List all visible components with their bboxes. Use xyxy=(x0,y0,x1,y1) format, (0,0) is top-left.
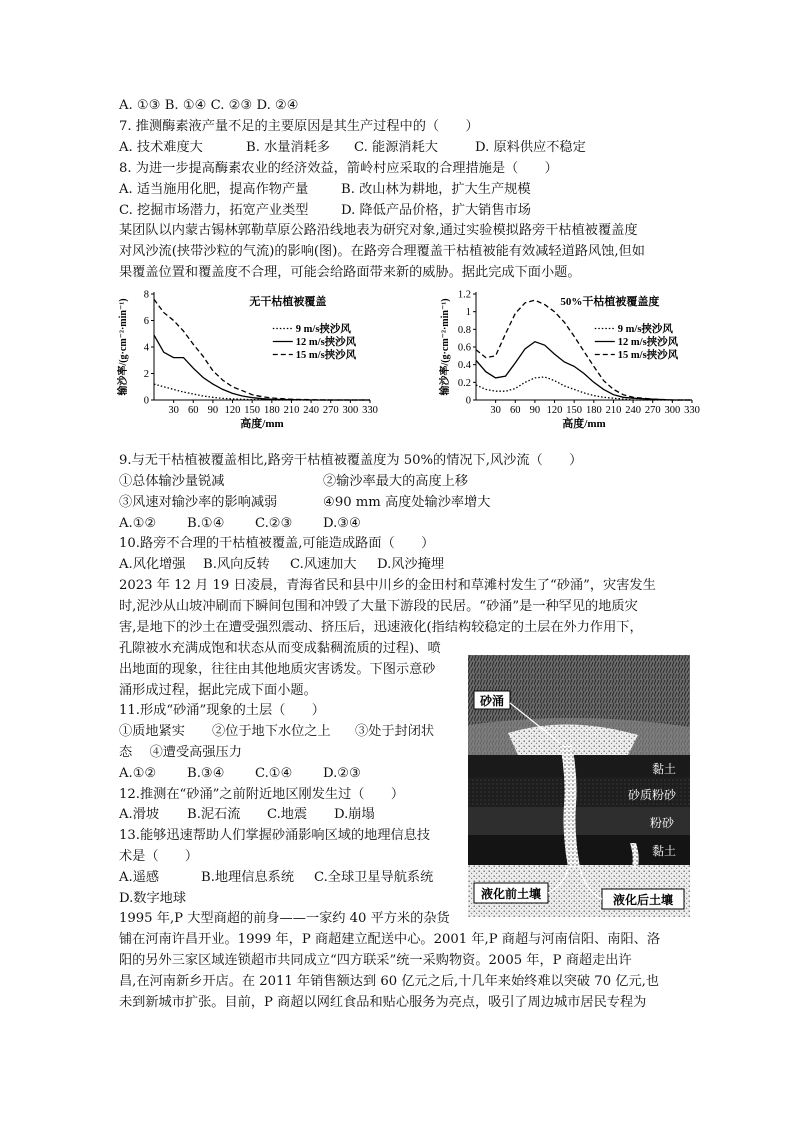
x-tick-label: 150 xyxy=(244,405,261,416)
series-line-1 xyxy=(154,384,370,400)
q13-option-b: B.地理信息系统 xyxy=(201,870,295,885)
question-9-statements-1 xyxy=(119,473,468,491)
x-tick-label: 300 xyxy=(664,405,681,416)
y-tick-label: 1.2 xyxy=(457,289,471,301)
q7-option-a: A. 技术难度大 xyxy=(119,140,203,155)
chart-title: 无干枯植被覆盖 xyxy=(249,296,327,308)
legend-entry: 15 m/s挟沙风 xyxy=(295,350,357,361)
layer-clay-top: 黏土 xyxy=(651,762,677,776)
x-tick-label: 180 xyxy=(263,405,280,416)
passage-2-line-3: 害,是地下的沙土在遭受强烈震动、挤压后，迅速液化(指结构较稳定的土层在外力作用下， xyxy=(119,620,643,635)
y-tick-label: 8 xyxy=(143,289,149,301)
passage-2-line-2: 时,泥沙从山坡冲刷而下瞬间包围和冲毁了大量下游段的民居。“砂涌”是一种罕见的地质灾 xyxy=(119,599,638,614)
y-tick-label: 0.6 xyxy=(457,342,471,354)
q12-option-d: D.崩塌 xyxy=(334,807,375,822)
q7-option-b: B. 水量消耗多 xyxy=(246,140,331,155)
q9-statement-4: ④90 mm 高度处输沙率增大 xyxy=(323,495,491,510)
x-tick-label: 210 xyxy=(605,405,622,416)
question-13-line-2: 术是（ ） xyxy=(119,849,199,864)
x-tick-label: 210 xyxy=(283,405,300,416)
legend-entry: 15 m/s挟沙风 xyxy=(617,350,679,361)
question-11-options xyxy=(119,765,361,783)
question-9: 9.与无干枯植被覆盖相比,路旁干枯植被覆盖度为 50%的情况下,风沙流（ ） xyxy=(119,453,583,468)
x-tick-label: 60 xyxy=(188,405,199,416)
x-tick-label: 30 xyxy=(490,405,501,416)
x-tick-label: 300 xyxy=(342,405,359,416)
sand-boil-label: 砂涌 xyxy=(479,694,505,708)
passage-3-line-1: 1995 年,P 大型商超的前身——一家约 40 平方米的杂货 xyxy=(119,911,450,926)
q10-option-d: D.风沙掩埋 xyxy=(377,557,445,572)
legend-entry: 12 m/s挟沙风 xyxy=(295,337,357,348)
q8-option-d: D. 降低产品价格，扩大销售市场 xyxy=(341,203,531,218)
x-tick-label: 270 xyxy=(322,405,339,416)
question-10-options xyxy=(119,556,444,574)
q13-option-c: C.全球卫星导航系统 xyxy=(314,870,434,885)
x-tick-label: 120 xyxy=(546,405,563,416)
q7-option-c: C. 能源消耗大 xyxy=(354,140,438,155)
q11-statement-3: ③处于封闭状 xyxy=(355,724,435,739)
passage-2-line-6: 涌形成过程，据此完成下面小题。 xyxy=(119,683,317,698)
x-tick-label: 270 xyxy=(644,405,661,416)
x-tick-label: 180 xyxy=(585,405,602,416)
x-tick-label: 330 xyxy=(684,405,700,416)
question-10: 10.路旁不合理的干枯植被覆盖,可能造成路面（ ） xyxy=(119,536,435,551)
q12-option-a: A.滑坡 xyxy=(119,807,160,822)
question-13-options xyxy=(119,869,433,887)
y-tick-label: 2 xyxy=(143,369,149,380)
after-liquefaction-label: 液化后土壤 xyxy=(612,893,674,907)
q12-option-b: B.泥石流 xyxy=(187,807,241,822)
y-axis-label: 输沙率/(g·cm⁻²·min⁻¹) xyxy=(440,298,451,396)
y-tick-label: 0 xyxy=(465,395,471,407)
q9-option-d: D.③④ xyxy=(323,516,361,531)
passage-2-line-5: 出地面的现象，往往由其他地质灾害诱发。下图示意砂 xyxy=(119,662,436,677)
q8-option-b: B. 改山林为耕地，扩大生产规模 xyxy=(341,182,531,197)
q11-option-c: C.①④ xyxy=(255,766,293,781)
question-11-statements-2: 态 ④遭受高强压力 xyxy=(119,745,242,760)
q11-option-a: A.①② xyxy=(119,766,157,781)
x-axis-label: 高度/mm xyxy=(240,418,284,430)
q13-option-d: D.数字地球 xyxy=(119,891,187,906)
layer-silt: 粉砂 xyxy=(649,816,675,830)
answer-options-line: A. ①③ B. ①④ C. ②③ D. ②④ xyxy=(119,98,299,113)
question-9-statements-2 xyxy=(119,494,491,512)
q10-option-c: C.风速加大 xyxy=(290,557,357,572)
question-7: 7. 推测酶素液产量不足的主要原因是其生产过程中的（ ） xyxy=(119,119,479,134)
y-tick-label: 1 xyxy=(465,307,471,319)
question-12: 12.推测在“砂涌”之前附近地区刚发生过（ ） xyxy=(119,787,405,802)
layer-sandy-silt: 砂质粉砂 xyxy=(627,788,677,802)
question-8-options-ab xyxy=(119,181,531,199)
y-tick-label: 0.8 xyxy=(457,324,471,336)
q8-option-a: A. 适当施用化肥，提高作物产量 xyxy=(119,182,309,197)
passage-3-line-3: 阳的另外三家区域连锁超市共同成立“四方联采”统一采购物资。2005 年，P 商超走出许 xyxy=(119,953,632,968)
q9-statement-1: ①总体输沙量锐减 xyxy=(119,474,225,489)
x-tick-label: 30 xyxy=(168,405,179,416)
chart-no-vegetation xyxy=(116,286,378,432)
passage-3-line-4: 昌,在河南新乡开店。在 2011 年销售额达到 60 亿元之后,十几年来始终难以突破 70 亿元,也 xyxy=(119,974,660,989)
y-tick-label: 0.4 xyxy=(457,360,471,372)
question-7-options xyxy=(119,139,586,157)
q13-option-a: A.遥感 xyxy=(119,870,160,885)
q8-option-c: C. 挖掘市场潜力，拓宽产业类型 xyxy=(119,203,309,218)
q11-statement-2: ②位于地下水位之上 xyxy=(212,724,331,739)
x-tick-label: 240 xyxy=(303,405,319,416)
x-tick-label: 330 xyxy=(362,405,378,416)
q9-option-c: C.②③ xyxy=(255,516,293,531)
q11-option-b: B.③④ xyxy=(187,766,225,781)
y-tick-label: 0 xyxy=(143,395,149,407)
y-tick-label: 4 xyxy=(143,342,149,354)
legend-entry: 9 m/s挟沙风 xyxy=(617,324,673,335)
question-11-statements-1 xyxy=(119,723,434,741)
passage-1-line-3: 果覆盖位置和覆盖度不合理，可能会给路面带来新的威胁。据此完成下面小题。 xyxy=(119,265,581,280)
passage-1-line-1: 某团队以内蒙古锡林郭勒草原公路沿线地表为研究对象,通过实验模拟路旁干枯植被覆盖度 xyxy=(119,223,638,238)
q9-option-a: A.①② xyxy=(119,516,157,531)
y-tick-label: 0.2 xyxy=(457,377,471,389)
sand-boil-diagram xyxy=(468,655,690,917)
question-13-line-1: 13.能够迅速帮助人们掌握砂涌影响区域的地理信息技 xyxy=(119,828,431,843)
x-tick-label: 150 xyxy=(566,405,583,416)
legend-entry: 12 m/s挟沙风 xyxy=(617,337,679,348)
x-tick-label: 120 xyxy=(224,405,241,416)
q11-option-d: D.②③ xyxy=(323,766,361,781)
q10-option-b: B.风向反转 xyxy=(203,557,270,572)
q9-statement-3: ③风速对输沙率的影响减弱 xyxy=(119,495,278,510)
x-axis-label: 高度/mm xyxy=(562,418,606,430)
layer-clay-bottom: 黏土 xyxy=(651,844,677,858)
q11-statement-1: ①质地紧实 xyxy=(119,724,185,739)
passage-3-line-5: 未到新城市扩张。目前，P 商超以网红食品和贴心服务为亮点，吸引了周边城市居民专程为 xyxy=(119,995,647,1010)
q10-option-a: A.风化增强 xyxy=(119,557,186,572)
passage-1-line-2: 对风沙流(挟带沙粒的气流)的影响(图)。在路旁合理覆盖干枯植被能有效减轻道路风蚀,但如 xyxy=(119,244,645,259)
question-9-options xyxy=(119,515,361,533)
q12-option-c: C.地震 xyxy=(267,807,308,822)
y-tick-label: 6 xyxy=(143,316,149,327)
chart-title: 50%干枯植被覆盖度 xyxy=(560,296,660,308)
passage-2-line-1: 2023 年 12 月 19 日凌晨，青海省民和县中川乡的金田村和草滩村发生了“砂涌”，灾害发生 xyxy=(119,578,656,593)
question-12-options xyxy=(119,806,375,824)
x-tick-label: 90 xyxy=(529,405,541,416)
before-liquefaction-label: 液化前土壤 xyxy=(480,887,542,901)
question-8-options-cd xyxy=(119,202,531,220)
x-tick-label: 90 xyxy=(207,405,219,416)
chart-50pct-vegetation xyxy=(438,286,700,432)
y-axis-label: 输沙率/(g·cm⁻²·min⁻¹) xyxy=(118,298,129,396)
x-tick-label: 60 xyxy=(510,405,521,416)
q7-option-d: D. 原料供应不稳定 xyxy=(475,140,586,155)
passage-3-line-2: 铺在河南许昌开业。1999 年，P 商超建立配送中心。2001 年,P 商超与河南信阳、南阳、洛 xyxy=(119,932,661,947)
q9-statement-2: ②输沙率最大的高度上移 xyxy=(323,474,469,489)
x-tick-label: 240 xyxy=(625,405,641,416)
question-8: 8. 为进一步提高酶素农业的经济效益，箭岭村应采取的合理措施是（ ） xyxy=(119,161,558,176)
passage-2-line-4: 孔隙被水充满成饱和状态从而变成黏稠流质的过程)、喷 xyxy=(119,641,441,656)
question-11: 11.形成“砂涌”现象的土层（ ） xyxy=(119,703,325,718)
series-line-1 xyxy=(476,377,692,400)
q9-option-b: B.①④ xyxy=(187,516,225,531)
legend-entry: 9 m/s挟沙风 xyxy=(295,324,351,335)
